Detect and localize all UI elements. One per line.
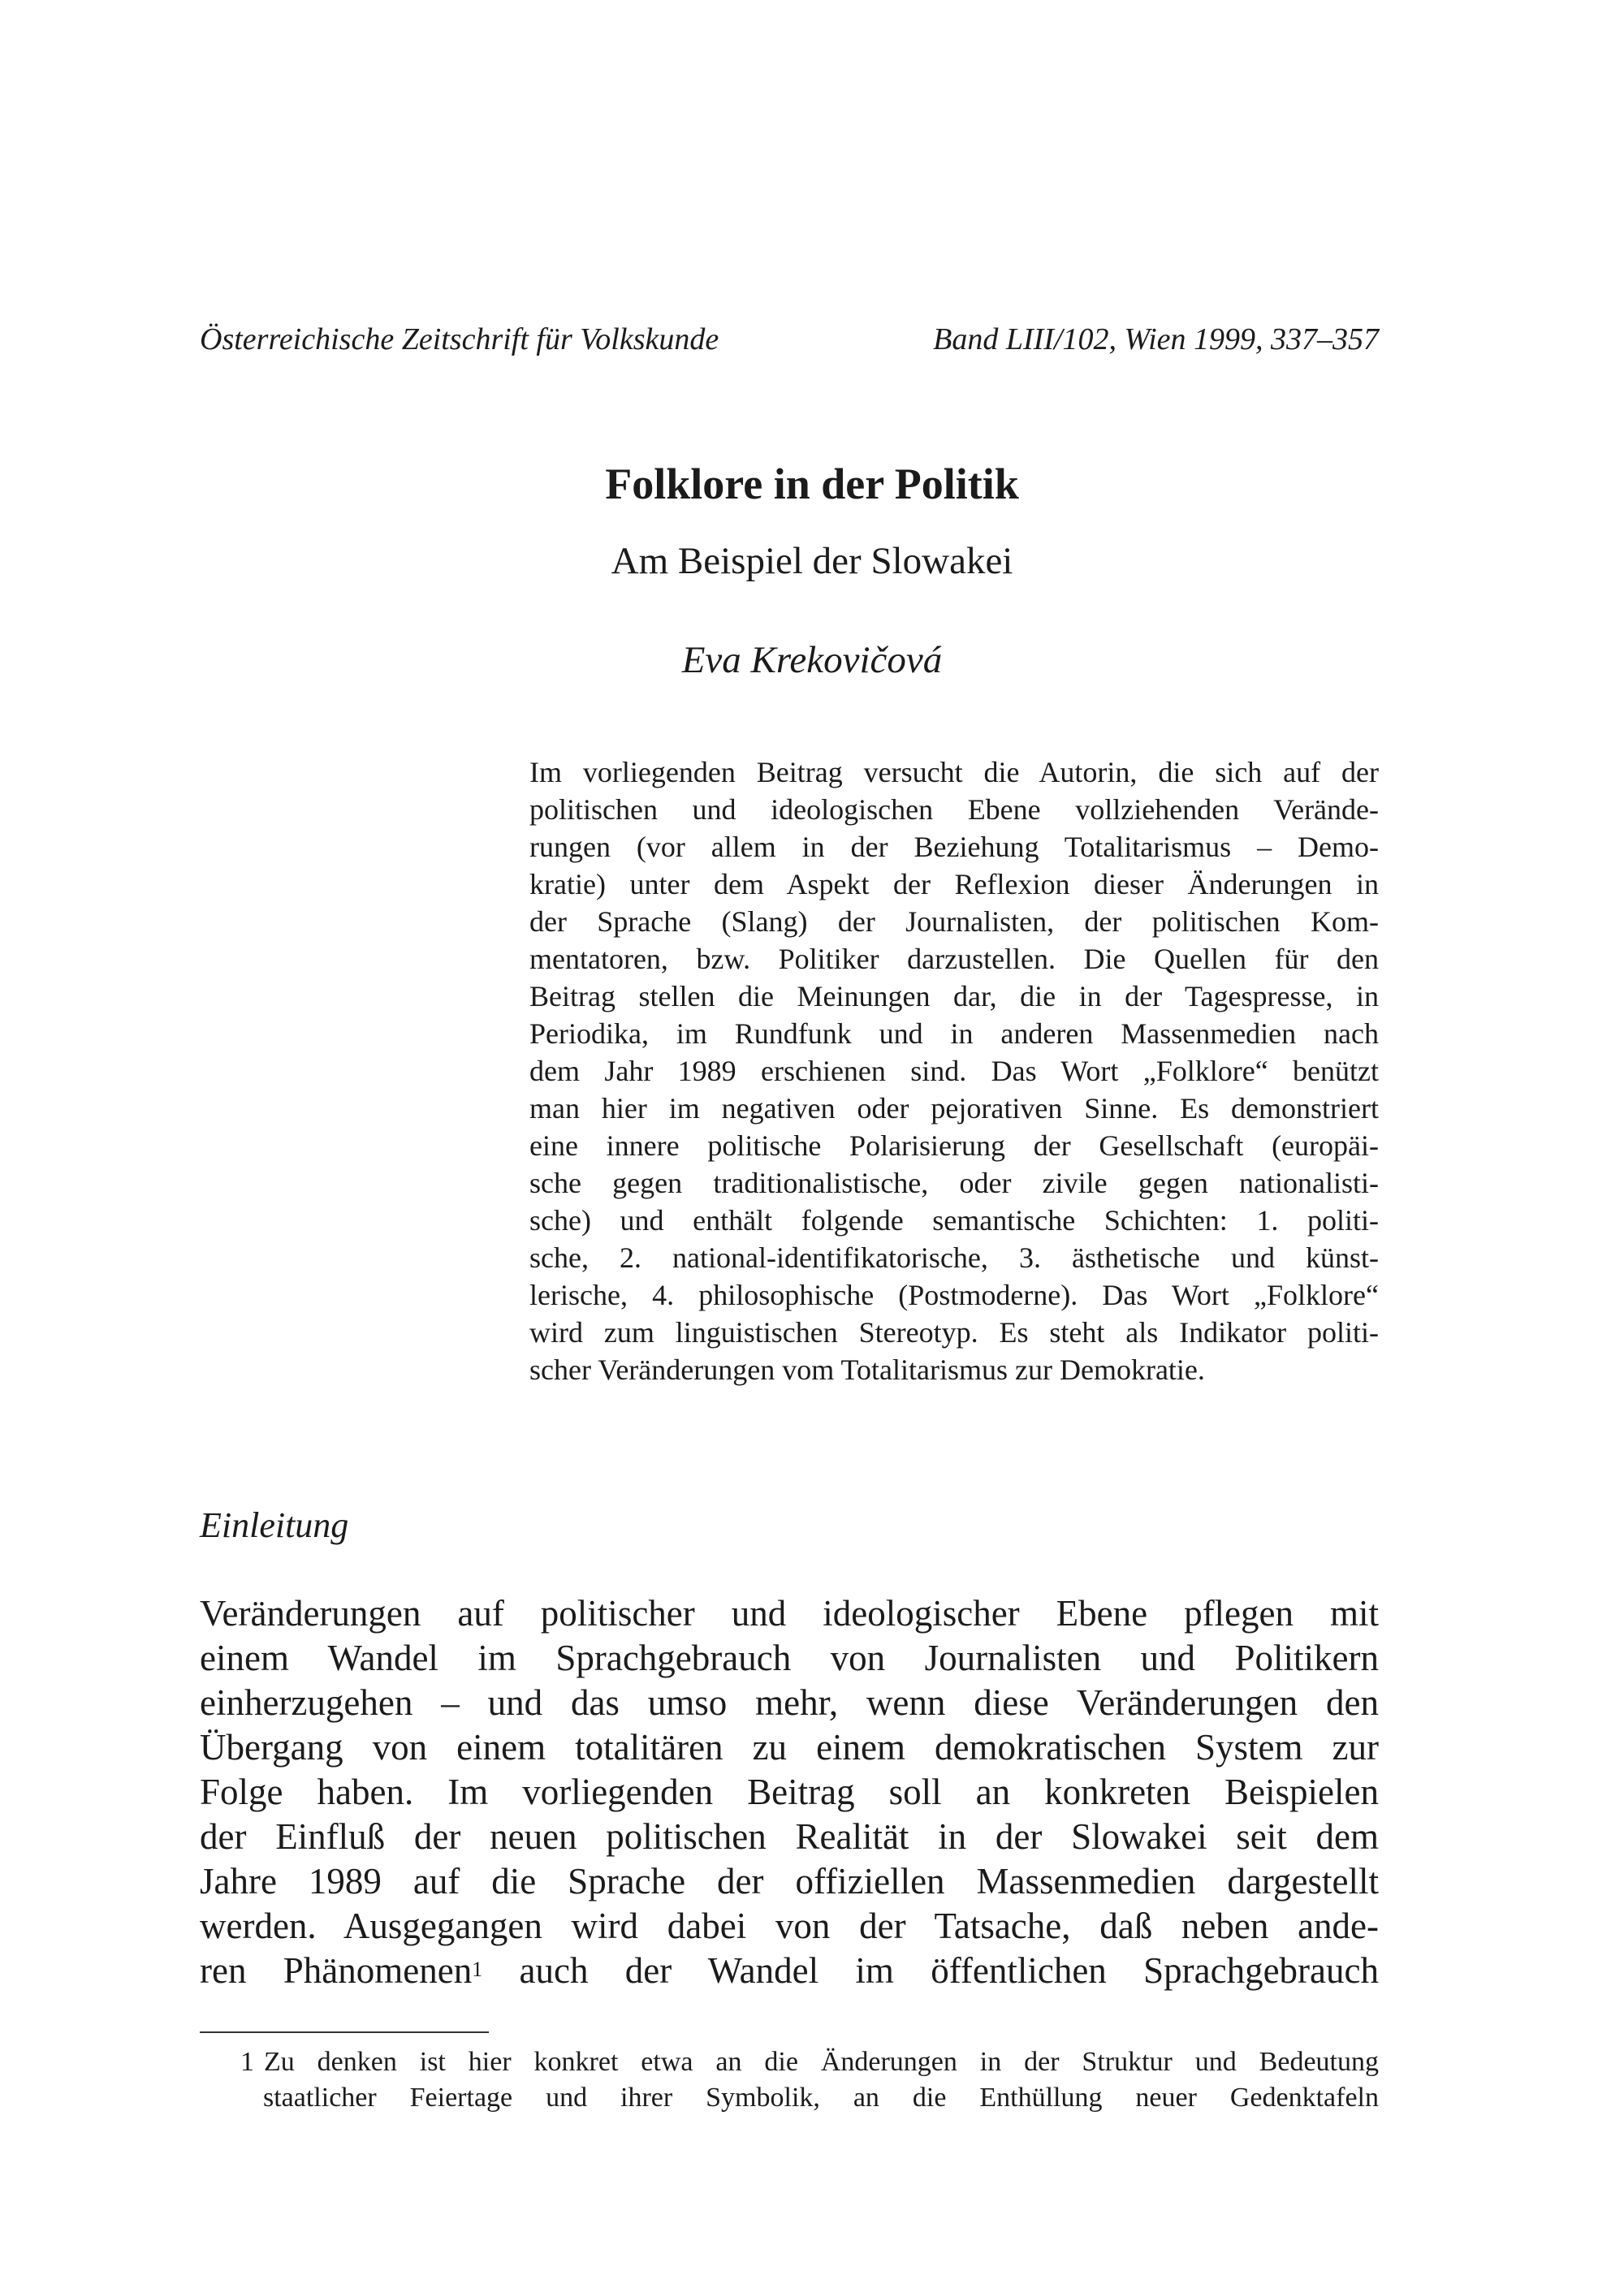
body-line: Übergang von einem totalitären zu einem demokratischen System zur bbox=[200, 1727, 1379, 1768]
volume-info: Band LIII/102, Wien 1999, 337–357 bbox=[933, 322, 1379, 356]
abstract-line: wird zum linguistischen Stereotyp. Es steht als Indikator politi- bbox=[529, 1316, 1379, 1349]
abstract-line: sche gegen traditionalistische, oder zivile gegen nationalisti- bbox=[529, 1167, 1379, 1199]
footnote-line bbox=[240, 2044, 1379, 2080]
abstract-line: scher Veränderungen vom Totalitarismus zur Demokratie. bbox=[529, 1353, 1205, 1386]
abstract-line: dem Jahr 1989 erschienen sind. Das Wort „Folklore“ benützt bbox=[529, 1055, 1379, 1087]
footnote-text: Zu denken ist hier konkret etwa an die Änderungen in der Struktur und Bedeutung bbox=[264, 2047, 1379, 2077]
abstract-line: eine innere politische Polarisierung der Gesellschaft (europäi- bbox=[529, 1129, 1379, 1162]
abstract-line: Im vorliegenden Beitrag versucht die Autorin, die sich auf der bbox=[529, 756, 1379, 788]
abstract-line: Beitrag stellen die Meinungen dar, die in der Tagespresse, in bbox=[529, 980, 1379, 1012]
body-text-segment: ren Phänomenen bbox=[200, 1950, 473, 1991]
footnote-reference[interactable]: 1 bbox=[472, 1958, 483, 1981]
footnote-number: 1 bbox=[240, 2047, 254, 2077]
body-line: Jahre 1989 auf die Sprache der offiziellen Massenmedien dargestellt bbox=[200, 1861, 1379, 1902]
body-line: Veränderungen auf politischer und ideologischer Ebene pflegen mit bbox=[200, 1593, 1379, 1634]
abstract-line: rungen (vor allem in der Beziehung Totalitarismus – Demo- bbox=[529, 831, 1379, 863]
footnote-line: staatlicher Feiertage und ihrer Symbolik, an die Enthüllung neuer Gedenktafeln bbox=[263, 2083, 1379, 2113]
abstract bbox=[529, 753, 1379, 1388]
abstract-line: man hier im negativen oder pejorativen Sinne. Es demonstriert bbox=[529, 1092, 1379, 1125]
article-author: Eva Krekovičová bbox=[681, 639, 943, 681]
abstract-line: der Sprache (Slang) der Journalisten, der politischen Kom- bbox=[529, 905, 1379, 938]
footnotes bbox=[240, 2044, 1379, 2116]
footnote-divider bbox=[200, 2031, 489, 2033]
body-line: einem Wandel im Sprachgebrauch von Journalisten und Politikern bbox=[200, 1638, 1379, 1678]
section-heading: Einleitung bbox=[200, 1505, 349, 1545]
abstract-line: sche, 2. national-identifikatorische, 3. ästhetische und künst- bbox=[529, 1241, 1379, 1274]
body-line: Folge haben. Im vorliegenden Beitrag soll an konkreten Beispielen bbox=[200, 1772, 1379, 1812]
article-subtitle: Am Beispiel der Slowakei bbox=[611, 540, 1013, 582]
abstract-line: sche) und enthält folgende semantische Schichten: 1. politi- bbox=[529, 1204, 1379, 1237]
journal-name: Österreichische Zeitschrift für Volkskunde bbox=[200, 322, 719, 356]
abstract-line: lerische, 4. philosophische (Postmoderne). Das Wort „Folklore“ bbox=[529, 1279, 1379, 1311]
body-text bbox=[200, 1591, 1379, 1993]
abstract-line: mentatoren, bzw. Politiker darzustellen. Die Quellen für den bbox=[529, 943, 1379, 975]
abstract-line: kratie) unter dem Aspekt der Reflexion dieser Änderungen in bbox=[529, 868, 1379, 900]
abstract-line: politischen und ideologischen Ebene vollziehenden Verände- bbox=[529, 793, 1379, 826]
body-line: der Einfluß der neuen politischen Realität in der Slowakei seit dem bbox=[200, 1816, 1379, 1857]
body-line: werden. Ausgegangen wird dabei von der Tatsache, daß neben ande- bbox=[200, 1906, 1379, 1946]
body-line: einherzugehen – und das umso mehr, wenn diese Veränderungen den bbox=[200, 1682, 1379, 1723]
article-title: Folklore in der Politik bbox=[605, 460, 1019, 508]
body-text-segment: auch der Wandel im öffentlichen Sprachgebrauch bbox=[482, 1950, 1379, 1991]
abstract-line: Periodika, im Rundfunk und in anderen Massenmedien nach bbox=[529, 1017, 1379, 1050]
body-line-with-footnote bbox=[200, 1949, 1379, 1993]
